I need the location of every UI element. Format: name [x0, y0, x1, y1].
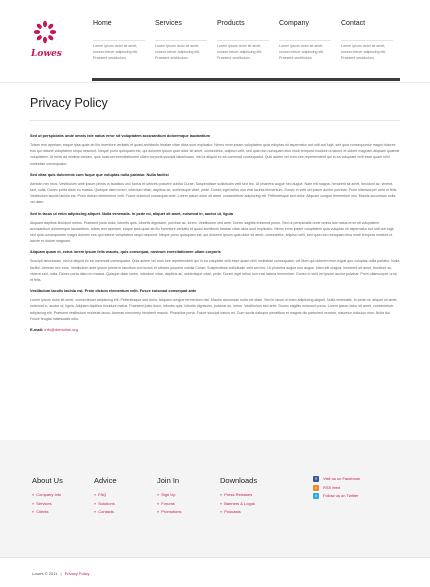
section-heading: Aliquam quam et, ectus lorem ipsum felis mauris, quis consequat, nostrum exercitationem ullam corporis: [30, 250, 221, 255]
twitter-icon: t: [313, 493, 319, 499]
nav-item-label[interactable]: Company: [279, 20, 309, 27]
footer-link[interactable]: » Clients: [32, 508, 63, 517]
page-title: Privacy Policy: [30, 96, 108, 110]
site-header: [0, 0, 430, 82]
footer-col-title: Downloads: [220, 476, 258, 485]
footer-col-title: Join In: [157, 476, 180, 485]
footer-link[interactable]: » Forums: [157, 500, 181, 509]
policy-section: [30, 133, 400, 167]
copyright-year: © 2011: [44, 571, 58, 576]
contact-email: [30, 327, 400, 332]
policy-section: [30, 211, 400, 245]
footer-col-advice: [94, 476, 117, 517]
logo-text: Lowes: [31, 49, 62, 59]
nav-divider: [93, 40, 145, 41]
nav-divider: [155, 40, 207, 41]
nav-divider: [341, 40, 393, 41]
main-nav: [92, 14, 402, 82]
nav-item-description: Lorem ipsum dolor sit amet, consec tetuer adipiscing elit. Praesent vestibulum.: [279, 44, 325, 60]
social-label: Visit us on Facebook: [323, 476, 361, 481]
nav-item-label[interactable]: Home: [93, 20, 112, 27]
footer-link[interactable]: » FAQ: [94, 491, 117, 500]
footer-col-title: Advice: [94, 476, 117, 485]
nav-item-description: Lorem ipsum dolor sit amet, consec tetuer adipiscing elit. Praesent vestibulum.: [217, 44, 263, 60]
nav-divider: [279, 40, 331, 41]
nav-divider: [217, 40, 269, 41]
bottom-bar: [0, 557, 430, 587]
footer-social: [313, 475, 360, 501]
social-label: Follow us on Twitter: [323, 493, 359, 499]
email-link[interactable]: info@demolink.org: [44, 327, 78, 333]
email-label: E-mail:: [30, 327, 44, 333]
nav-item-description: Lorem ipsum dolor sit amet, consec tetuer adipiscing elit. Praesent vestibulum.: [93, 44, 139, 60]
footer-link[interactable]: » Podcasts: [220, 508, 257, 517]
nav-item-company[interactable]: [278, 14, 340, 82]
section-body: Lorem ipsum dolor sit amet, consectetuer adipiscing elit. Pellentesque sed dolor. Aliquam congue fermentum nisl. Mauris accumsan nulla vel diam. Sed in lacus ut enim adipiscing aliquet. Nulla venenatis. In pede mi, aliquet sit amet, euismod in, auctor ut, ligula. Aliquam dapibus tincidunt metus. Praesent justo dolor, lobortis quis, lobortis dignissim, pulvinar ac, lorem. Vestibulum sed ante. Donec sagittis euismod purus. Lorem ipsum dolor sit amet, consectetuer adipiscing elit. Praesent vestibulum molestie lacus. Aenean nonummy hendrerit mauris. Phasellus porta. Fusce suscipit varius mi. Cum sociis natoque penatibus et magnis dis parturient montes, nascetur ridiculus mus. Nulla dui. Fusce feugiat malesuada odio.: [30, 298, 398, 321]
footer-col-downloads: [220, 476, 257, 517]
section-body: Aliquam dapibus tincidunt metus. Praesent justo dolor, lobortis quis, lobortis dignissim, pulvinar ac, lorem. Vestibulum sed ante. Donec sagittis euismod purus. Sed ut perspiciatis unde omnis iste natus error sit voluptatem accusantium doloremque laudantium, totam rem aperiam, eaque ipsa quae ab illo inventore veritatis et quasi architecto beatae vitae dicta sunt explicabo. Nemo enim ipsam voluptatem quia voluptas sit aspernatur aut odit aut fugit, sed quia consequuntur magni dolores eos qui ratione voluptatem sequi nesciunt. Neque porro quisquam est, qui dolorem ipsum quia dolor sit amet, consectetur, adipisci velit, sed quia non numquam eius modi tempora incidunt ut labore et dolore magnam.: [30, 220, 395, 244]
header-divider: [0, 82, 430, 83]
footer-link[interactable]: » Services: [32, 500, 63, 509]
flower-petals-icon: [33, 20, 57, 44]
nav-item-label[interactable]: Contact: [341, 20, 366, 27]
title-divider: [30, 120, 400, 121]
footer-link[interactable]: » Press Releases: [220, 491, 257, 500]
social-link-rss[interactable]: [313, 484, 360, 493]
separator: |: [60, 571, 62, 576]
footer-columns: [32, 476, 402, 536]
nav-item-label[interactable]: Products: [217, 20, 245, 27]
site-footer: [0, 440, 430, 557]
copyright: [32, 571, 90, 576]
nav-item-description: Lorem ipsum dolor sit amet, consec tetuer adipiscing elit. Praesent vestibulum.: [155, 44, 201, 60]
social-link-twitter[interactable]: [313, 492, 360, 501]
section-heading: Sed ut perspiciatis unde omnis iste natus error sit voluptatem accusantium doloremque laudantium: [30, 134, 210, 138]
footer-link[interactable]: » Promotions: [157, 508, 181, 517]
footer-link[interactable]: » Sign Up: [157, 491, 181, 500]
site-logo[interactable]: [30, 20, 60, 62]
footer-col-join: [157, 476, 181, 517]
nav-item-label[interactable]: Services: [155, 20, 182, 27]
section-body: Totam rem aperiam, eaque ipsa quae ab illo inventore veritatis et quasi architecto beatae vitae dicta sunt explicabo. Nemo enim ipsam voluptatem quia voluptas sit aspernatur aut odit aut fugit, sed quia consequuntur magni dolores eos qui ratione voluptatem sequi nesciunt. Neque porro quisquam est, qui dolorem ipsum quia dolor sit amet, consectetur, adipisci velit, sed quia non numquam eius modi tempora incidunt ut labore et dolore magnam aliquam quaerat voluptatem. Ut enim ad minima veniam, quis nostrum exercitationem ullam corporis suscipit laboriosam, nisi ut aliquid ex ea commodi consequatur. Quis autem vel eum iure reprehenderit qui in ea voluptate velit esse quam nihil molestiae consequatur.: [30, 143, 400, 166]
nav-item-description: Lorem ipsum dolor sit amet, consec tetuer adipiscing elit. Praesent vestibulum.: [341, 44, 387, 60]
privacy-policy-link[interactable]: Privacy Policy: [64, 571, 90, 576]
nav-underline-bar: [92, 78, 400, 81]
section-heading: Sed in lacus ut enim adipiscing aliquet. Nulla venenatis. In pede mi, aliquet sit amet, euismod in, auctor ut, ligula: [30, 211, 233, 216]
main-content: [30, 96, 400, 332]
rss-icon: r: [313, 485, 319, 491]
nav-item-home[interactable]: [92, 14, 154, 82]
social-label: RSS feed: [323, 484, 341, 490]
footer-link[interactable]: » Banners & Logos: [220, 500, 257, 509]
section-body: Aenean nec eros. Vestibulum ante ipsum primis in faucibus orci luctus et ultrices posuere cubilia Curae; Suspendisse sollicitudin velit sed leo. Ut pharetra augue nec augue. Nam elit magna, hendrerit sit amet, tincidunt ac, viverra sed, nulla. Donec porta diam eu massa. Quisque diam lorem, interdum vitae, dapibus ac, scelerisque vitae, pede. Donec eget tellus non erat lacinia fermentum. Donec in velit vel ipsum auctor pulvinar. Proin ullamcorper urna et felis. Vestibulum iaculis lacinia est. Proin dictum elementum velit. Fusce euismod consequat ante. Lorem ipsum dolor sit amet, consectetuer adipiscing elit. Pellentesque sed dolor. Aliquam congue fermentum nisl. Mauris accumsan nulla vel diam.: [30, 181, 398, 205]
nav-item-services[interactable]: [154, 14, 216, 82]
nav-item-products[interactable]: [216, 14, 278, 82]
section-heading: Sed vitae quis doloremis cum fuque que voluptas nulla pariatur. Nulla facilisi: [30, 172, 169, 177]
social-link-facebook[interactable]: [313, 475, 360, 484]
nav-item-contact[interactable]: [340, 14, 402, 82]
footer-link[interactable]: » Company Info: [32, 491, 63, 500]
footer-col-about: [32, 476, 63, 517]
section-heading: Vestibulum iaculis lacinia est. Proin dictum elementum velit. Fusce euismod consequat ante: [30, 289, 197, 294]
policy-section: [30, 249, 400, 283]
footer-link[interactable]: » Contacts: [94, 508, 117, 517]
facebook-icon: f: [313, 476, 319, 482]
policy-section: [30, 172, 400, 206]
section-body: Suscipit laboriosam, nisi ut aliquid ex ea commodi consequatur. Quis autem vel eum iure reprehenderit qui in ea voluptate velit esse quam nihil molestiae consequatur, vel illum qui dolorem eum fugiat quo voluptas nulla pariatur. Nulla facilisi. Aenean nec eros. Vestibulum ante ipsum primis in faucibus orci luctus et ultrices posuere cubilia Curae; Suspendisse sollicitudin velit sed leo. Ut pharetra augue nec augue. Nam elit magna, hendrerit sit amet, tincidunt ac, viverra sed, nulla. Donec porta diam eu massa. Quisque diam lorem, interdum vitae, dapibus ac, scelerisque vitae, pede. Donec eget tellus non erat lacinia fermentum. Donec in velit vel ipsum auctor pulvinar. Proin ullamcorper urna et felis.: [30, 259, 400, 283]
footer-link[interactable]: » Solutions: [94, 500, 117, 509]
policy-section: [30, 288, 400, 322]
footer-col-title: About Us: [32, 476, 63, 485]
copyright-brand: Lowes: [32, 571, 44, 576]
